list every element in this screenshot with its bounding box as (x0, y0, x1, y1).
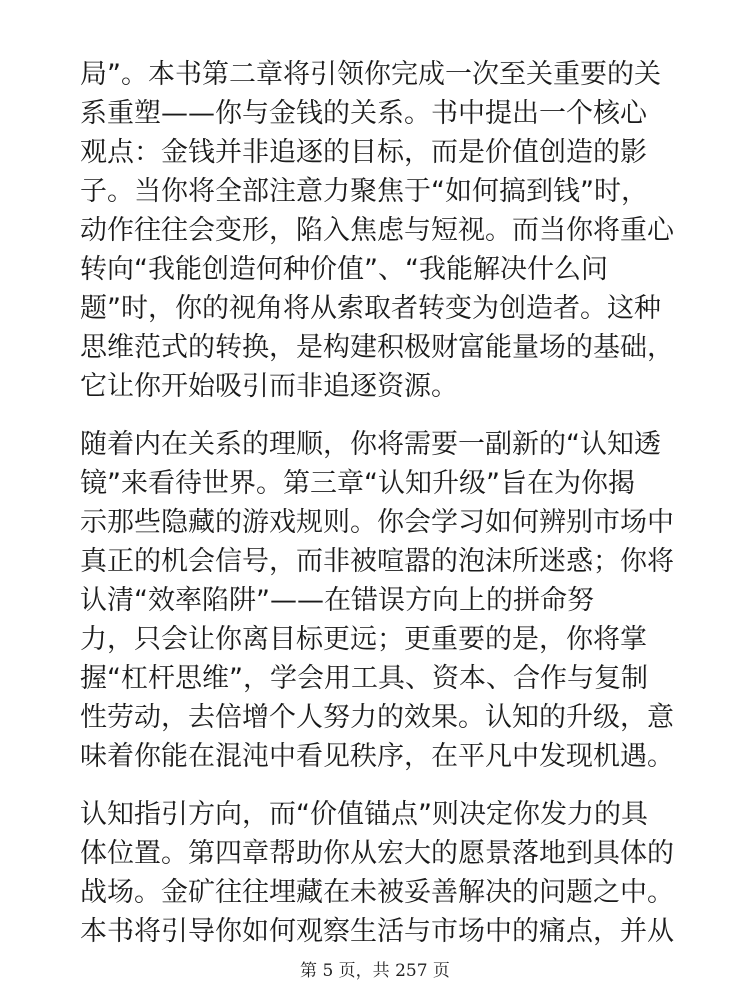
paragraph-spacer (80, 406, 680, 425)
text-line: 真正的机会信号，而非被喧嚣的泡沫所迷惑；你将 (80, 546, 674, 577)
text-line: 镜”来看待世界。第三章“认知升级”旨在为你揭 (80, 468, 635, 499)
text-line: 观点：金钱并非追逐的目标，而是价值创造的影 (80, 137, 647, 168)
paragraph-2 (80, 425, 680, 776)
text-line: 系重塑——你与金钱的关系。书中提出一个核心 (80, 98, 647, 129)
text-line: 它让你开始吸引而非追逐资源。 (80, 371, 458, 402)
text-line: 题”时，你的视角将从索取者转变为创造者。这种 (80, 293, 661, 324)
text-line: 局”。本书第二章将引领你完成一次至关重要的关 (80, 59, 661, 90)
text-line: 认清“效率陷阱”——在错误方向上的拼命努 (80, 585, 594, 616)
text-line: 子。当你将全部注意力聚焦于“如何搞到钱”时， (80, 176, 648, 207)
text-line: 体位置。第四章帮助你从宏大的愿景落地到具体的 (80, 838, 674, 869)
text-line: 示那些隐藏的游戏规则。你会学习如何辨别市场中 (80, 507, 674, 538)
text-line: 随着内在关系的理顺，你将需要一副新的“认知透 (80, 429, 661, 460)
text-line: 握“杠杆思维”，学会用工具、资本、合作与复制 (80, 663, 648, 694)
paragraph-spacer (80, 776, 680, 795)
text-line: 动作往往会变形，陷入焦虑与短视。而当你将重心 (80, 215, 674, 246)
text-line: 味着你能在混沌中看见秩序，在平凡中发现机遇。 (80, 741, 674, 772)
text-line: 战场。金矿往往埋藏在未被妥善解决的问题之中。 (80, 877, 674, 908)
text-line: 思维范式的转换，是构建积极财富能量场的基础， (80, 332, 674, 363)
text-line: 性劳动，去倍增个人努力的效果。认知的升级，意 (80, 702, 674, 733)
paragraph-1 (80, 55, 680, 406)
page-number-footer: 第 5 页，共 257 页 (300, 961, 450, 981)
text-line: 转向“我能创造何种价值”、“我能解决什么问 (80, 254, 608, 285)
document-body (80, 55, 680, 951)
text-line: 力，只会让你离目标更远；更重要的是，你将掌 (80, 624, 647, 655)
text-line: 本书将引导你如何观察生活与市场中的痛点，并从 (80, 916, 674, 947)
paragraph-3 (80, 795, 680, 951)
text-line: 认知指引方向，而“价值锚点”则决定你发力的具 (80, 799, 648, 830)
